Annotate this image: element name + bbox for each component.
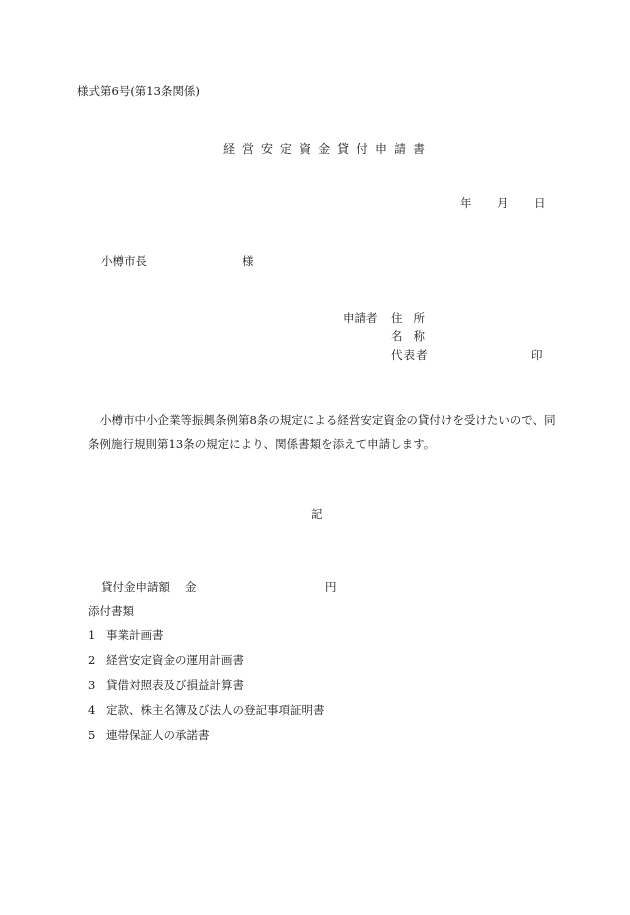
attachment-number: 1 [88,628,96,642]
attachment-text: 定款、株主名簿及び法人の登記事項証明書 [106,703,325,717]
date-year-label: 年 [460,196,472,210]
application-statement: 小樽市中小企業等振興条例第8条の規定による経営安定資金の貸付けを受けたいので、同条例施行規則第13条の規定により、関係書類を添えて申請します。 [88,413,556,451]
applicant-label: 申請者 [343,311,378,325]
attachment-item [88,630,164,642]
ki-heading: 記 [311,507,323,521]
attachment-number: 4 [88,703,96,717]
attachment-item [88,655,244,667]
date-day-label: 日 [534,196,546,210]
attachment-text: 経営安定資金の運用計画書 [106,653,244,667]
representative-label: 代表者 [391,348,429,362]
seal-mark: 印 [531,348,543,362]
attachment-item [88,680,244,692]
addressee-honorific: 様 [242,254,254,268]
addressee-name: 小樽市長 [101,254,147,268]
attachment-number: 5 [88,728,96,742]
attachment-item [88,705,325,717]
attachment-text: 連帯保証人の承諾書 [106,728,210,742]
attachment-number: 3 [88,678,96,692]
date-month-label: 月 [497,196,509,210]
attachment-text: 事業計画書 [106,628,164,642]
loan-yen-label: 円 [325,580,337,594]
addressee [101,254,254,268]
attachment-number: 2 [88,653,96,667]
attachments-title: 添付書類 [88,604,134,618]
name-label: 名称 [391,329,436,343]
attachment-text: 貸借対照表及び損益計算書 [106,678,244,692]
loan-amount-label: 貸付金申請額 [101,580,170,594]
attachment-item [88,730,210,742]
loan-kin-label: 金 [185,580,197,594]
form-number: 様式第6号(第13条関係) [77,84,200,98]
address-label: 住所 [391,311,436,325]
document-title: 経営安定資金貸付申請書 [223,142,433,156]
loan-amount-line [101,580,337,594]
